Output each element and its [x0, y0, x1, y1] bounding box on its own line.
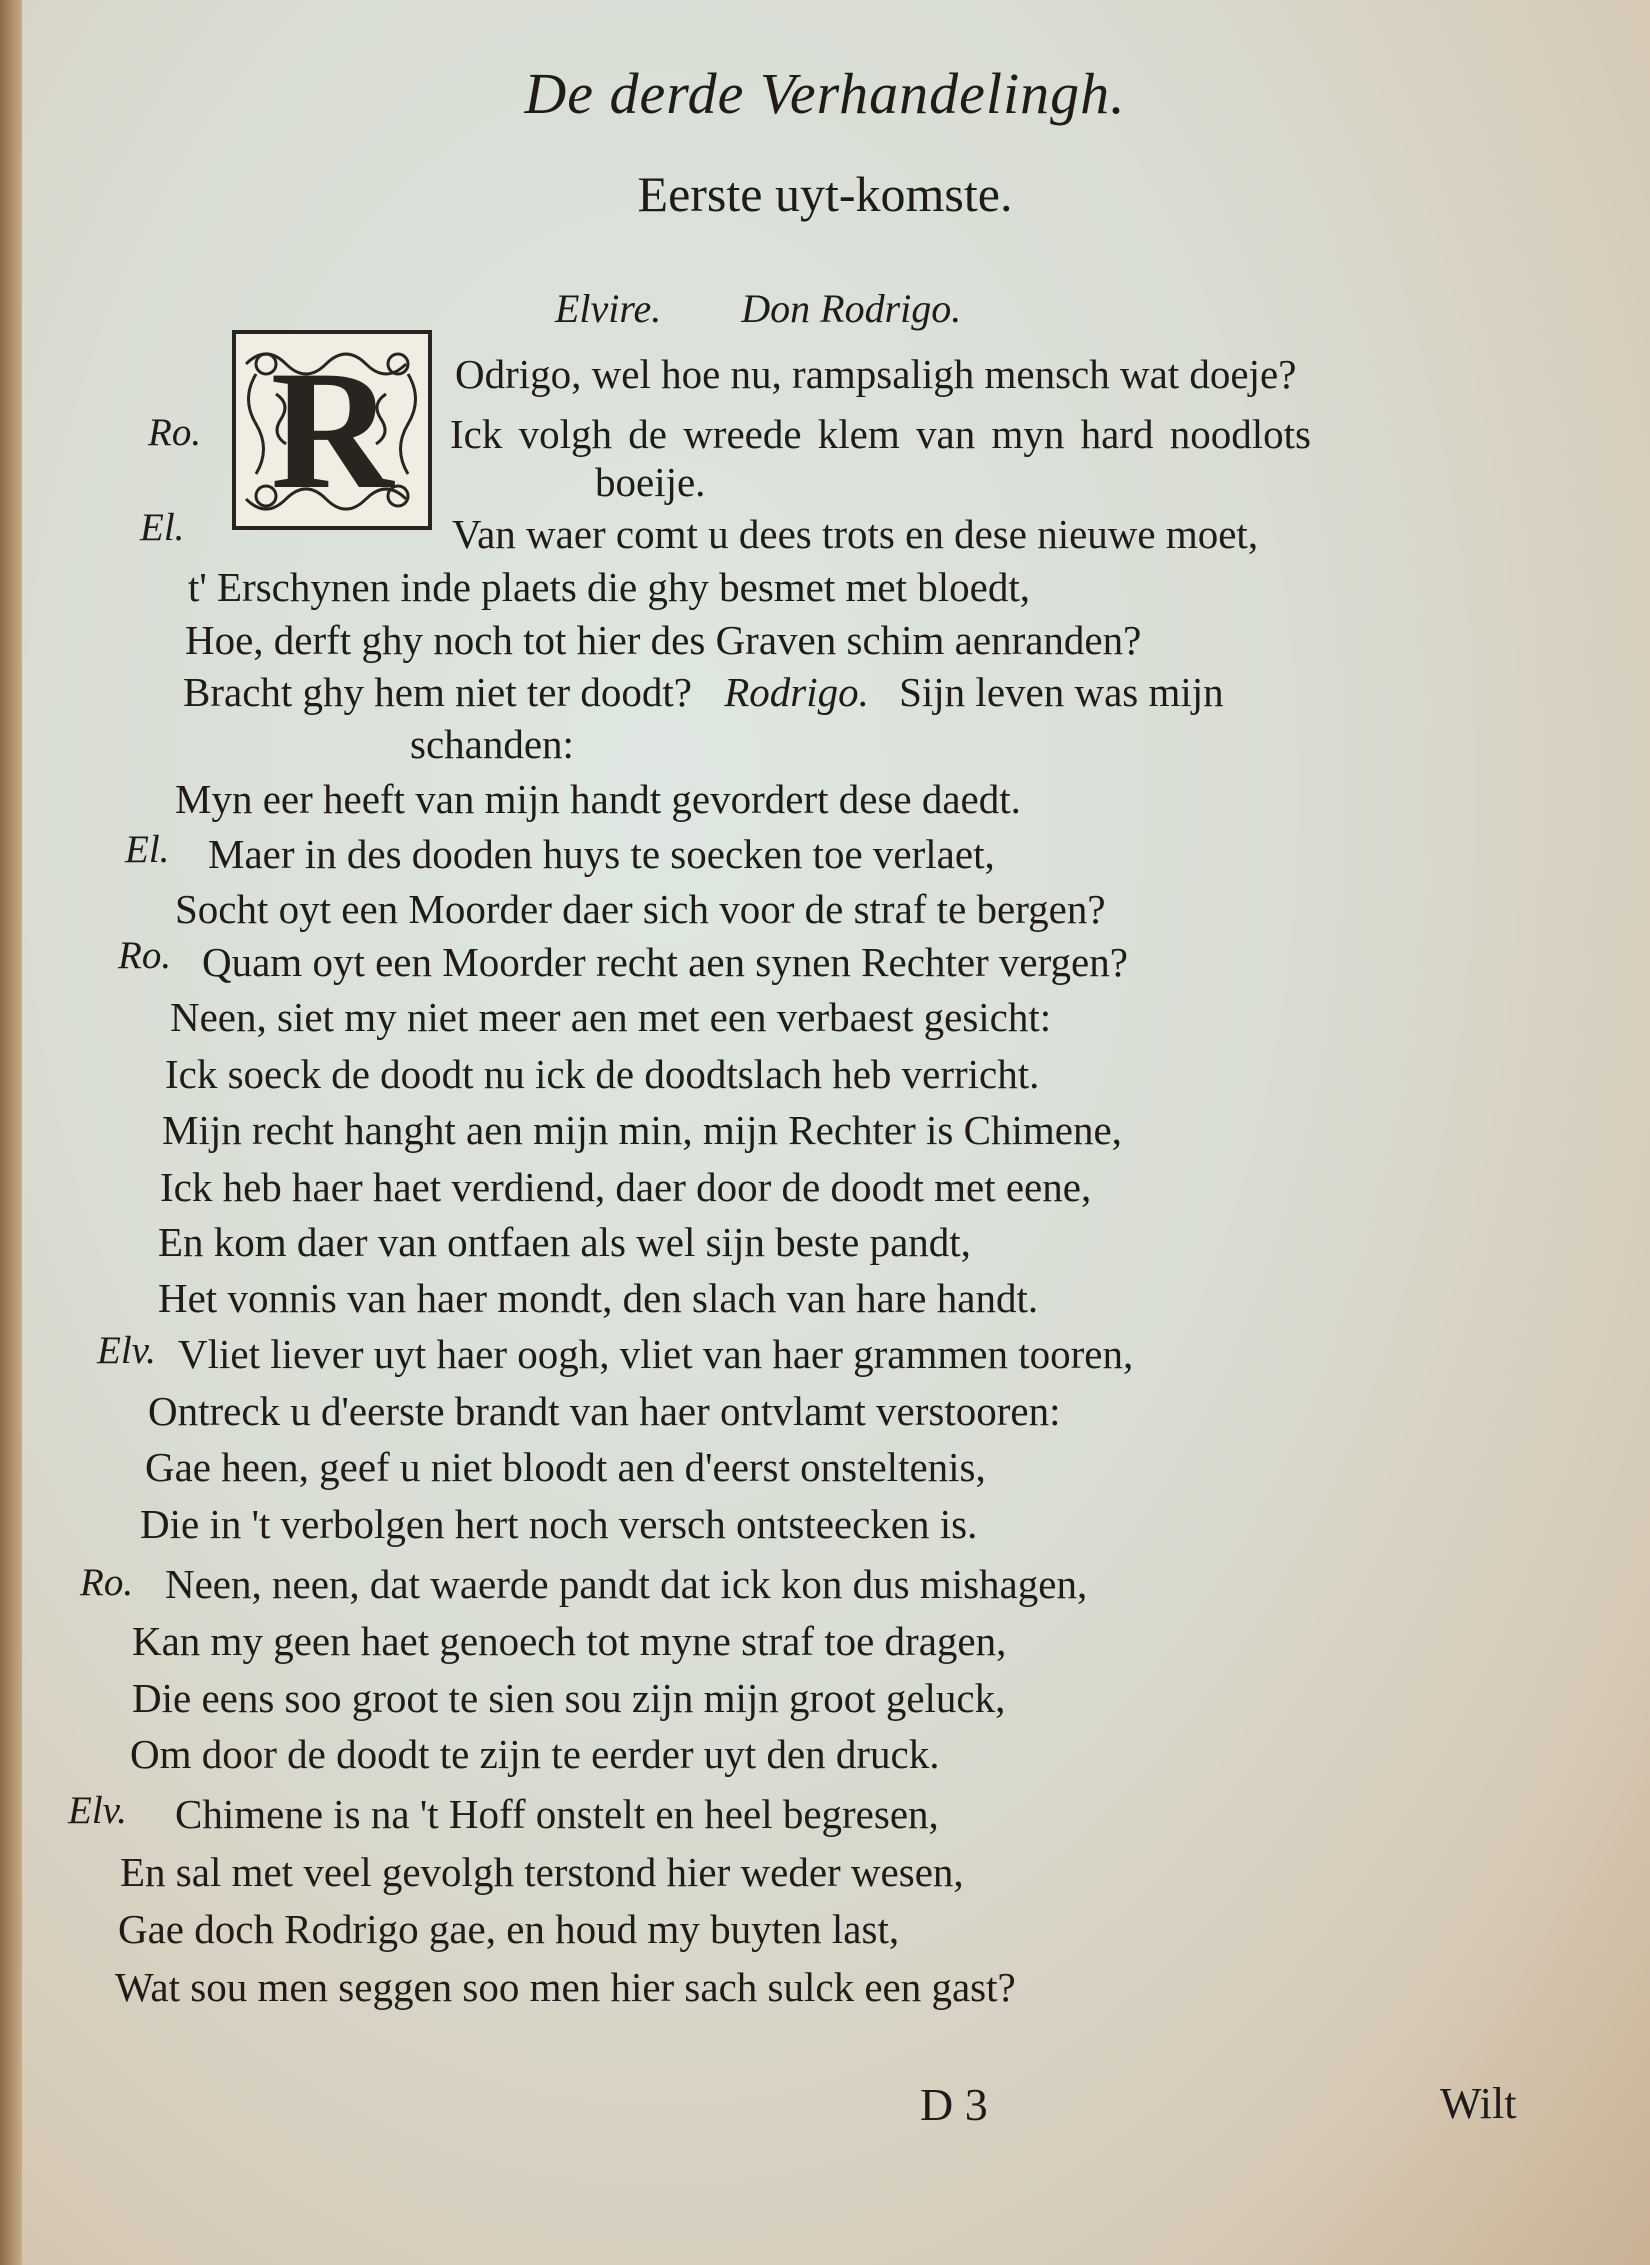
dramatis-personae	[555, 285, 1031, 332]
speaker-label: Ro.	[148, 411, 202, 454]
verse-line: Ontreck u d'eerste brandt van haer ontvlamt verstooren:	[148, 1388, 1061, 1434]
verse-text: Bracht ghy hem niet ter doodt?	[183, 669, 692, 715]
verse-line: schanden:	[410, 721, 574, 767]
verse-text: Sijn leven was mijn	[899, 669, 1224, 715]
verse-line: En sal met veel gevolgh terstond hier weder wesen,	[120, 1849, 964, 1895]
person-rodrigo: Don Rodrigo.	[741, 286, 962, 331]
verse-line: Die eens soo groot te sien sou zijn mijn groot geluck,	[132, 1675, 1006, 1721]
speaker-label: El.	[125, 828, 170, 871]
inline-speaker: Rodrigo.	[724, 669, 869, 715]
verse-line: Odrigo, wel hoe nu, rampsaligh mensch wat doeje?	[455, 351, 1297, 397]
verse-line: Wat sou men seggen soo men hier sach sulck een gast?	[115, 1964, 1016, 2010]
drop-cap-letter: R	[270, 336, 394, 524]
catchword: Wilt	[1440, 2079, 1517, 2128]
verse-line: Hoe, derft ghy noch tot hier des Graven schim aenranden?	[185, 617, 1142, 663]
verse-line: Mijn recht hanght aen mijn min, mijn Rechter is Chimene,	[162, 1107, 1122, 1153]
verse-line: Die in 't verbolgen hert noch versch ontsteecken is.	[140, 1501, 978, 1547]
verse-line: Om door de doodt te zijn te eerder uyt den druck.	[130, 1731, 940, 1777]
scene-heading: Eerste uyt-komste.	[637, 166, 1013, 222]
verse-line: En kom daer van ontfaen als wel sijn beste pandt,	[158, 1219, 971, 1265]
verse-line: Chimene is na 't Hoff onstelt en heel begresen,	[175, 1791, 939, 1837]
verse-line: Neen, siet my niet meer aen met een verbaest gesicht:	[170, 994, 1052, 1040]
verse-line: Vliet liever uyt haer oogh, vliet van haer grammen tooren,	[178, 1331, 1134, 1377]
verse-line: Van waer comt u dees trots en dese nieuwe moet,	[452, 511, 1259, 557]
verse-line: Gae doch Rodrigo gae, en houd my buyten last,	[118, 1906, 900, 1952]
verse-line	[183, 668, 1224, 716]
verse-line: Quam oyt een Moorder recht aen synen Rechter vergen?	[202, 939, 1128, 985]
verse-line: Het vonnis van haer mondt, den slach van hare handt.	[158, 1275, 1039, 1321]
verse-line: Kan my geen haet genoech tot myne straf toe dragen,	[132, 1618, 1007, 1664]
speaker-label: Elv.	[97, 1329, 156, 1372]
page-edge	[0, 0, 22, 2265]
verse-line: t' Erschynen inde plaets die ghy besmet met bloedt,	[188, 564, 1030, 610]
speaker-label: Ro.	[80, 1561, 134, 1604]
verse-line: Ick volgh de wreede klem van myn hard noodlots	[450, 411, 1311, 457]
verse-line: Neen, neen, dat waerde pandt dat ick kon dus mishagen,	[165, 1561, 1088, 1607]
verse-line: Maer in des dooden huys te soecken toe verlaet,	[208, 831, 995, 877]
verse-line: Ick heb haer haet verdiend, daer door de doodt met eene,	[160, 1164, 1092, 1210]
running-head: De derde Verhandelingh.	[524, 61, 1126, 126]
speaker-label: Ro.	[118, 934, 172, 977]
signature-mark: D 3	[920, 2079, 988, 2130]
decorated-initial	[232, 330, 432, 530]
speaker-label: Elv.	[68, 1789, 127, 1832]
verse-line: boeije.	[595, 459, 706, 505]
person-elvire: Elvire.	[555, 286, 662, 331]
verse-line: Socht oyt een Moorder daer sich voor de straf te bergen?	[175, 886, 1106, 932]
verse-line: Gae heen, geef u niet bloodt aen d'eerst onsteltenis,	[145, 1444, 986, 1490]
verse-line: Ick soeck de doodt nu ick de doodtslach heb verricht.	[165, 1051, 1040, 1097]
speaker-label: El.	[140, 506, 185, 549]
verse-line: Myn eer heeft van mijn handt gevordert dese daedt.	[175, 776, 1021, 822]
